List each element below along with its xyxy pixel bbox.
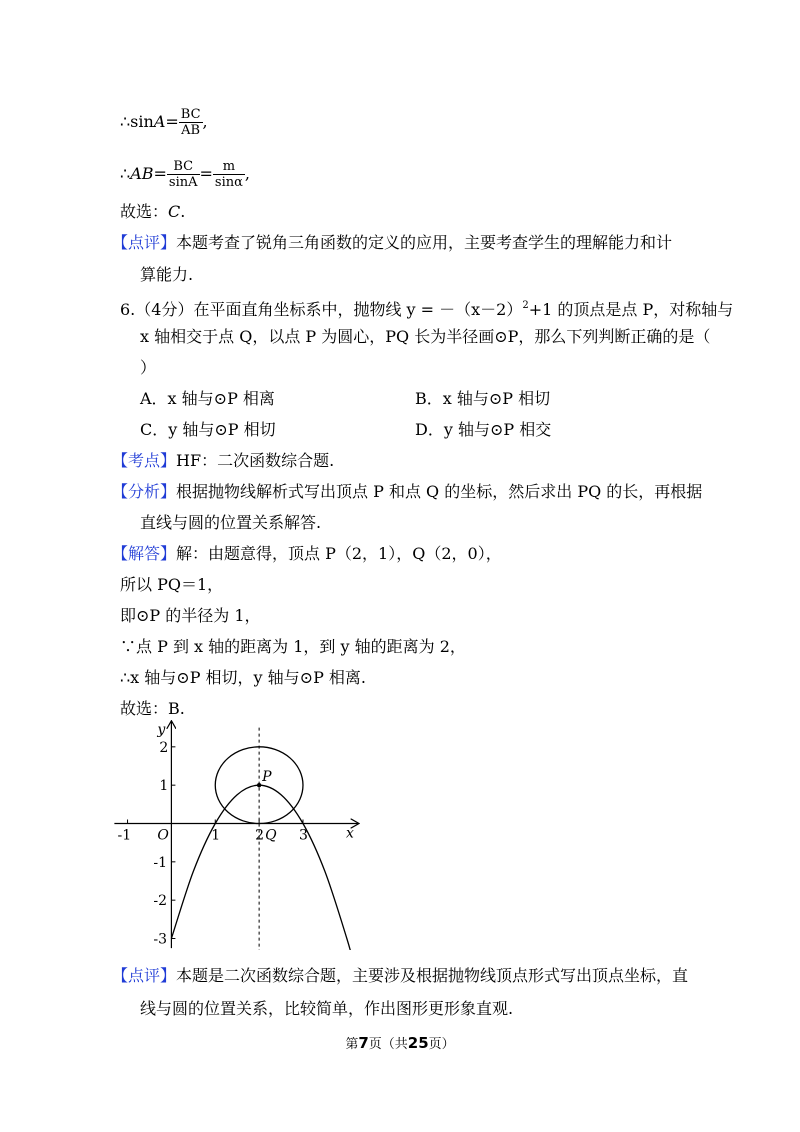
x-axis-label: x <box>346 825 354 842</box>
point-p-label: P <box>262 769 272 786</box>
y-axis-label: y <box>157 722 166 738</box>
option-d: D．y 轴与⊙P 相交 <box>415 420 552 439</box>
option-b: B．x 轴与⊙P 相切 <box>415 389 551 408</box>
jieda: 【解答】解：由题意得，顶点 P（2，1），Q（2，0）， <box>112 544 502 563</box>
q6-choice: 故选：B. <box>120 699 185 718</box>
x-tick-label: 2 <box>255 827 265 844</box>
solution-line4: ∴x 轴与⊙P 相切，y 轴与⊙P 相离. <box>120 668 367 687</box>
origin-label: O <box>157 827 169 844</box>
fraction-bc-ab: $\frac{BC}{AB}$ <box>180 107 201 138</box>
q6-review: 【点评】本题是二次函数综合题，主要涉及根据抛物线顶点形式写出顶点坐标，直 <box>112 966 689 985</box>
x-tick-label: -1 <box>117 827 132 844</box>
parabola-circle-graph <box>110 720 360 950</box>
prev-choice: 故选：C. <box>120 202 186 221</box>
prev-review-cont: 算能力. <box>140 265 194 284</box>
q6-stem-line1: 6.（4分）在平面直角坐标系中，抛物线 $y = -(x-2)^2+1$ 的顶点是点 P，对称轴与 <box>120 300 734 319</box>
y-tick-label: -3 <box>153 931 168 948</box>
point-q-label: Q <box>265 827 277 844</box>
fraction-m-sinalpha: $\frac{m}{\sin\alpha}$ <box>214 159 243 190</box>
y-tick-label: -2 <box>153 893 168 910</box>
solution-line2: 即⊙P 的半径为 1， <box>120 606 261 625</box>
parabola-curve <box>171 785 355 950</box>
prev-review: 【点评】本题考查了锐角三角函数的定义的应用，主要考查学生的理解能力和计 <box>112 233 673 252</box>
y-tick-label: -1 <box>153 854 168 871</box>
option-a: A．x 轴与⊙P 相离 <box>140 389 275 408</box>
kaodian: 【考点】HF：二次函数综合题. <box>112 451 335 470</box>
y-tick-label: 2 <box>159 739 169 756</box>
solution-line3: ∵点 P 到 x 轴的距离为 1，到 y 轴的距离为 2， <box>120 637 466 656</box>
fraction-bc-sinA: $\frac{BC}{\sin A}$ <box>168 159 198 190</box>
point-p <box>257 783 261 787</box>
sinA-formula: ∴sinA= $\frac{BC}{AB}$ , <box>120 107 208 138</box>
fenxi-cont: 直线与圆的位置关系解答. <box>140 513 322 532</box>
review-tag: 【点评】 <box>112 233 177 252</box>
fenxi: 【分析】根据抛物线解析式写出顶点 P 和点 Q 的坐标，然后求出 PQ 的长，再根据 <box>112 482 703 501</box>
q6-stem-line3: ） <box>140 358 157 377</box>
ab-formula: ∴AB= $\frac{BC}{\sin A}$ = $\frac{m}{\sin\alpha}$ , <box>120 159 250 190</box>
page-number: 7 <box>358 1034 369 1052</box>
page-total: 25 <box>407 1034 429 1052</box>
q6-review-cont: 线与圆的位置关系，比较简单，作出图形更形象直观. <box>140 999 514 1018</box>
page-footer: 第7页（共25页） <box>345 1034 455 1052</box>
solution-line1: 所以 PQ＝1， <box>120 575 224 594</box>
q6-stem-line2: x 轴相交于点 Q，以点 P 为圆心，PQ 长为半径画⊙P，那么下列判断正确的是（ <box>140 327 711 346</box>
x-tick-label: 1 <box>211 827 221 844</box>
option-c: C．y 轴与⊙P 相切 <box>140 420 276 439</box>
x-tick-label: 3 <box>298 827 308 844</box>
y-tick-label: 1 <box>159 778 169 795</box>
